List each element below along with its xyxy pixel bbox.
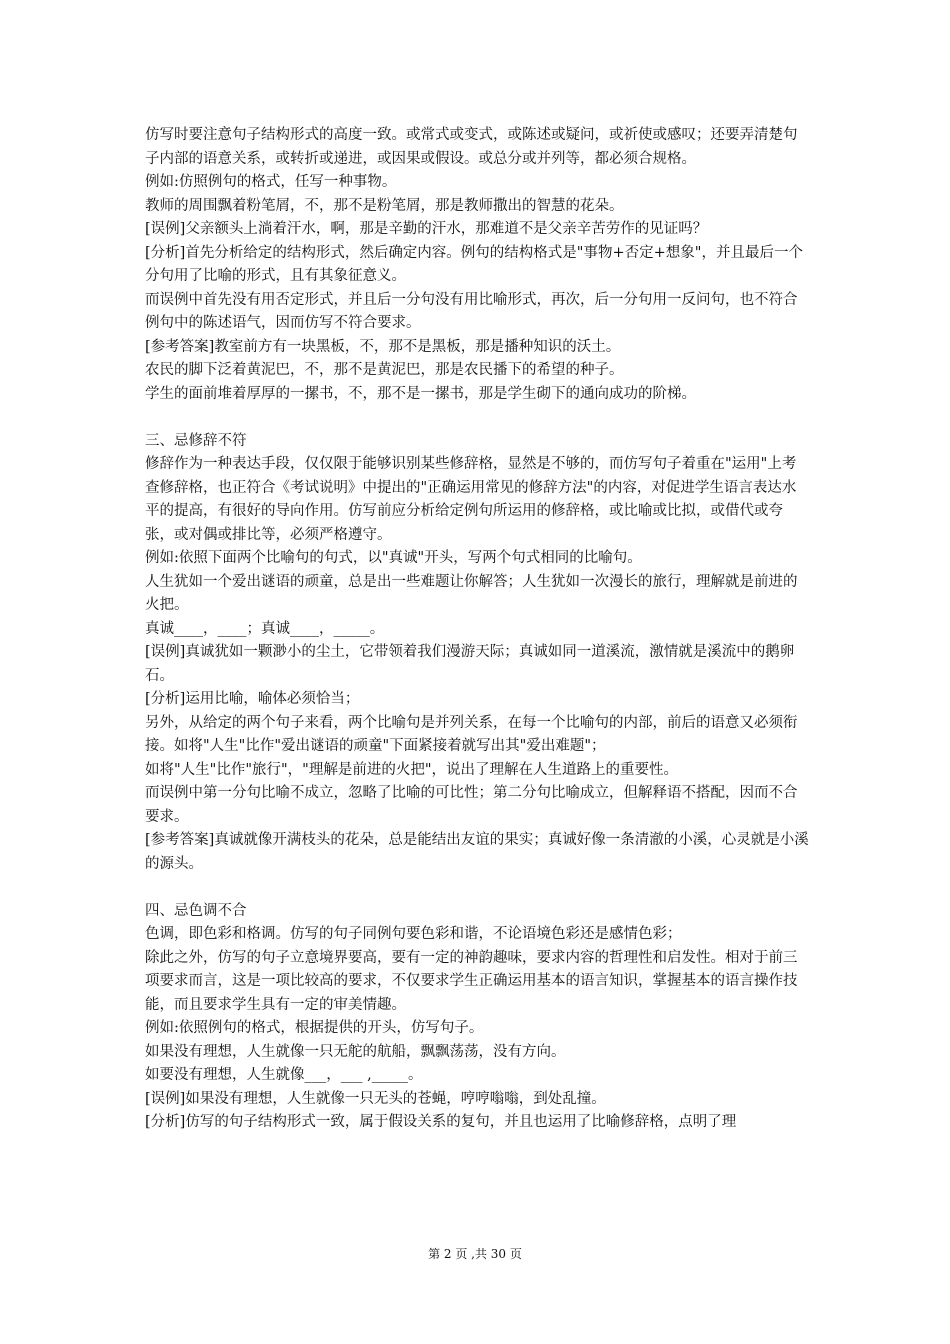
paragraph: 四、忌色调不合 <box>145 902 247 919</box>
paragraph: [误例]真诚犹如一颗渺小的尘土，它带领着我们漫游天际；真诚如同一道溪流，激情就是溪流中的鹅卵石。 <box>145 644 795 684</box>
paragraph: 人生犹如一个爱出谜语的顽童，总是出一些难题让你解答；人生犹如一次漫长的旅行，理解就是前进的火把。 <box>145 573 798 613</box>
paragraph-gap <box>145 406 810 430</box>
paragraph: 学生的面前堆着厚厚的一摞书，不，那不是一摞书，那是学生砌下的通向成功的阶梯。 <box>145 385 696 402</box>
paragraph: 而误例中首先没有用否定形式，并且后一分句没有用比喻形式，再次，后一分句用一反问句，也不符合例句中的陈述语气，因而仿写不符合要求。 <box>145 291 798 331</box>
paragraph-gap <box>145 876 810 900</box>
paragraph: [分析]首先分析给定的结构形式，然后确定内容。例句的结构格式是"事物+否定+想象"，并且最后一个分句用了比喻的形式，且有其象征意义。 <box>145 244 803 284</box>
paragraph: 三、忌修辞不符 <box>145 432 247 449</box>
paragraph: 如将"人生"比作"旅行"，"理解是前进的火把"，说出了理解在人生道路上的重要性。 <box>145 761 679 778</box>
paragraph: [分析]仿写的句子结构形式一致，属于假设关系的复句，并且也运用了比喻修辞格，点明了理 <box>145 1114 737 1130</box>
page-footer: 第 2 页 ,共 30 页 <box>428 1247 522 1261</box>
paragraph: [参考答案]真诚就像开满枝头的花朵，总是能结出友谊的果实；真诚好像一条清澈的小溪，心灵就是小溪的源头。 <box>145 832 809 872</box>
paragraph: 除此之外，仿写的句子立意境界要高，要有一定的神韵趣味，要求内容的哲理性和启发性。相对于前三项要求而言，这是一项比较高的要求，不仅要求学生正确运用基本的语言知识，掌握基本的语言操作技能，而且要求学生具有一定的审美情趣。 <box>145 949 798 1013</box>
paragraph: 真诚____，____；真诚____，_____。 <box>145 620 385 637</box>
paragraph: 另外，从给定的两个句子来看，两个比喻句是并列关系，在每一个比喻句的内部，前后的语意又必须衔接。如将"人生"比作"爱出谜语的顽童"下面紧接着就写出其"爱出难题"； <box>145 714 798 754</box>
paragraph: 教师的周围飘着粉笔屑，不，那不是粉笔屑，那是教师撒出的智慧的花朵。 <box>145 197 624 214</box>
paragraph: 如要没有理想，人生就像___，___ ,_____。 <box>145 1067 423 1083</box>
paragraph: 而误例中第一分句比喻不成立，忽略了比喻的可比性；第二分句比喻成立，但解释语不搭配，因而不合要求。 <box>145 785 798 825</box>
paragraph: [参考答案]教室前方有一块黑板，不，那不是黑板，那是播种知识的沃土。 <box>145 338 621 355</box>
paragraph: 仿写时要注意句子结构形式的高度一致。或常式或变式，或陈述或疑问，或祈使或感叹；还要弄清楚句子内部的语意关系，或转折或递进，或因果或假设。或总分或并列等，都必须合规格。 <box>145 127 798 167</box>
paragraph: 例如:依照下面两个比喻句的句式，以"真诚"开头，写两个句式相同的比喻句。 <box>145 550 642 566</box>
paragraph: [误例]父亲额头上淌着汗水，啊，那是辛勤的汗水，那难道不是父亲辛苦劳作的见证吗？ <box>145 221 708 237</box>
paragraph: 修辞作为一种表达手段，仅仅限于能够识别某些修辞格，显然是不够的，而仿写句子着重在"运用"上考查修辞格，也正符合《考试说明》中提出的"正确运用常见的修辞方法"的内容，对促进学生语言表达水平的提高，有很好的导向作用。仿写前应分析给定例句所运用的修辞格，或比喻或比拟，或借代或夸张，或对偶或排比等，必须严格遵守。 <box>145 456 797 543</box>
paragraph: 色调，即色彩和格调。仿写的句子同例句要色彩和谐，不论语境色彩还是感情色彩； <box>145 926 682 942</box>
paragraph: 例如:依照例句的格式，根据提供的开头，仿写句子。 <box>145 1020 484 1036</box>
document-body <box>145 124 810 1135</box>
paragraph: 例如:仿照例句的格式，任写一种事物。 <box>145 174 397 190</box>
paragraph: 农民的脚下泛着黄泥巴，不，那不是黄泥巴，那是农民播下的希望的种子。 <box>145 362 624 378</box>
paragraph: [误例]如果没有理想，人生就像一只无头的苍蝇，哼哼嗡嗡，到处乱撞。 <box>145 1090 606 1107</box>
paragraph: 如果没有理想，人生就像一只无舵的航船，飘飘荡荡，没有方向。 <box>145 1043 566 1060</box>
paragraph: [分析]运用比喻，喻体必须恰当； <box>145 691 360 707</box>
